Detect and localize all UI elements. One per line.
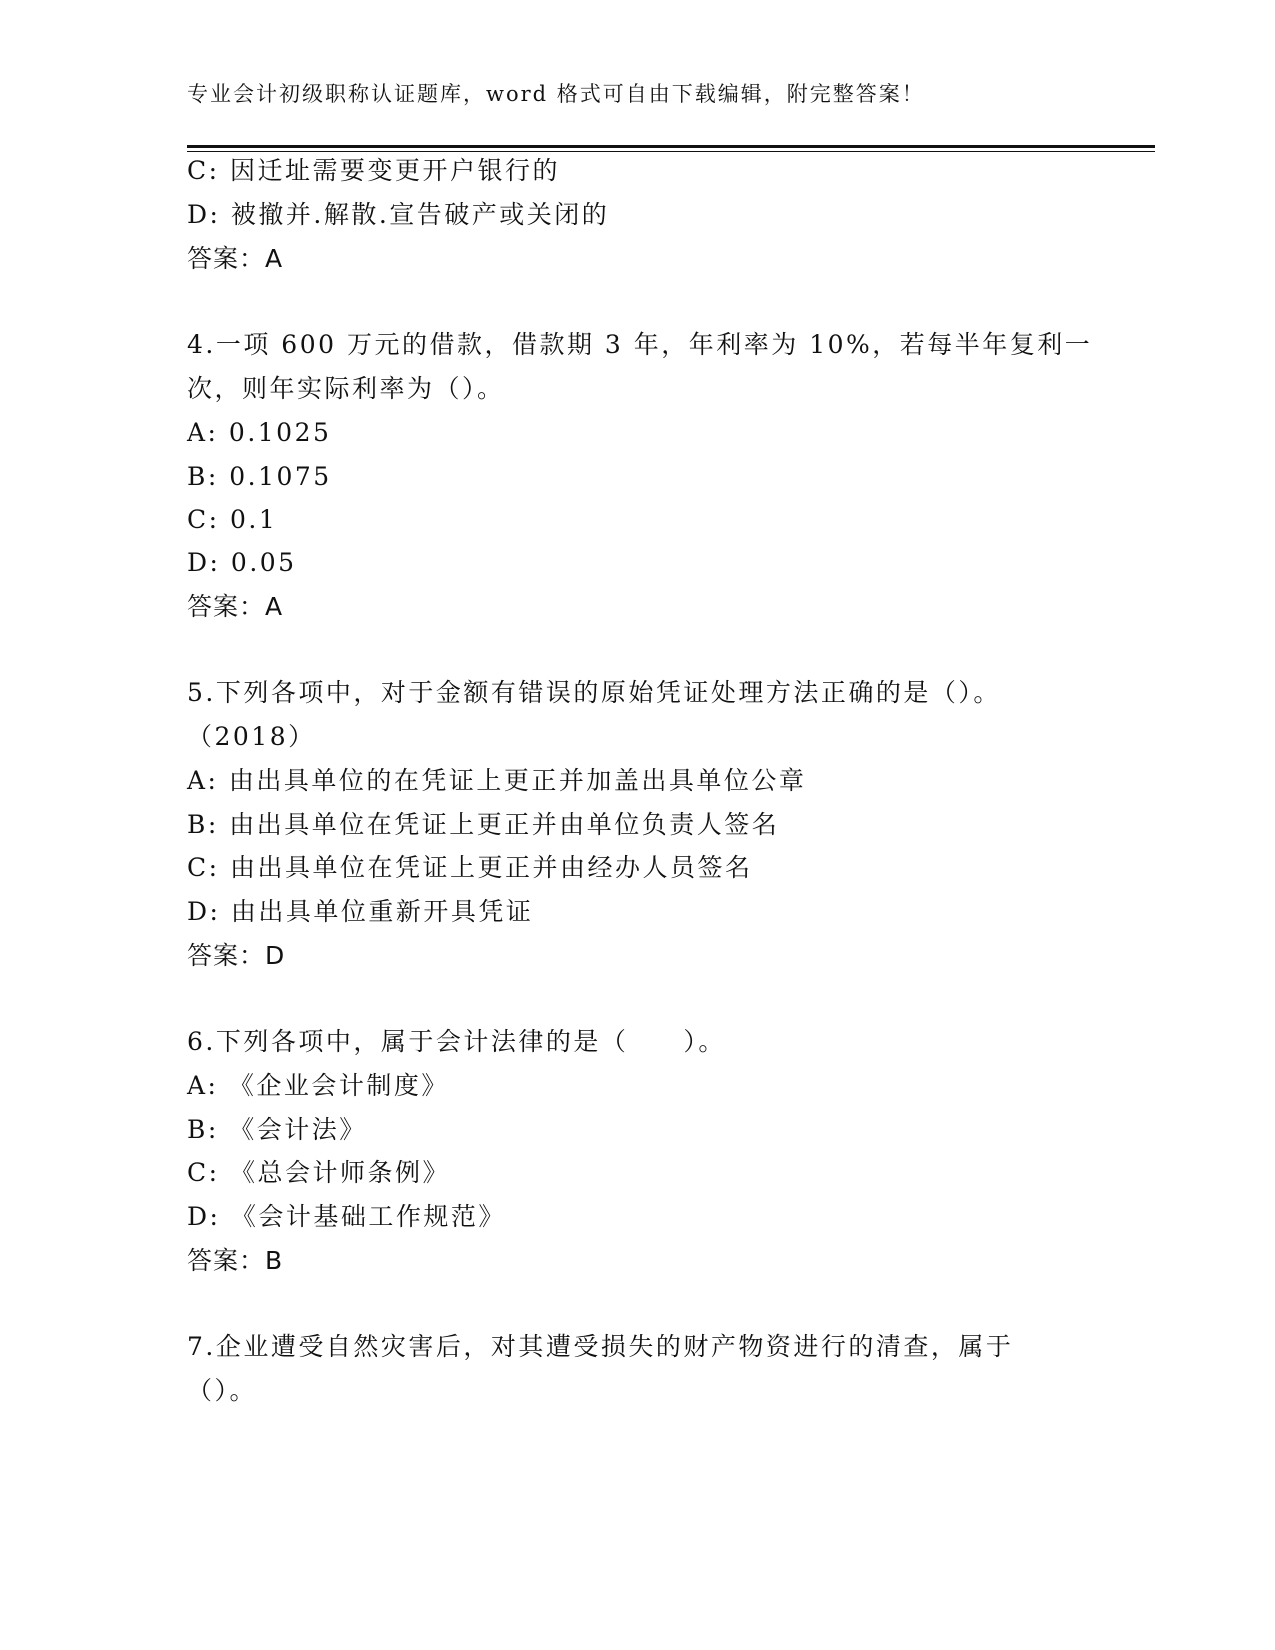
page-header: 专业会计初级职称认证题库，word 格式可自由下载编辑，附完整答案！ bbox=[187, 82, 925, 106]
header-divider-thin bbox=[187, 151, 1155, 152]
q6-option-c: C: 《总会计师条例》 bbox=[187, 1158, 450, 1187]
q6-option-b: B: 《会计法》 bbox=[187, 1115, 367, 1144]
q5-stem-line1: 5.下列各项中，对于金额有错误的原始凭证处理方法正确的是（）。 bbox=[187, 678, 1001, 707]
q4-option-b: B: 0.1075 bbox=[187, 462, 332, 491]
q4-option-c: C: 0.1 bbox=[187, 505, 278, 534]
q5-option-d: D: 由出具单位重新开具凭证 bbox=[187, 897, 534, 926]
q4-stem-line2: 次，则年实际利率为（）。 bbox=[187, 374, 505, 403]
q6-option-d: D: 《会计基础工作规范》 bbox=[187, 1202, 506, 1231]
q5-option-c: C: 由出具单位在凭证上更正并由经办人员签名 bbox=[187, 853, 753, 882]
q5-option-a: A: 由出具单位的在凭证上更正并加盖出具单位公章 bbox=[187, 766, 807, 795]
q3-answer: 答案：A bbox=[187, 244, 284, 273]
q6-stem-line1: 6.下列各项中，属于会计法律的是（ ）。 bbox=[187, 1027, 726, 1056]
q4-option-a: A: 0.1025 bbox=[187, 418, 332, 447]
q4-answer: 答案：A bbox=[187, 592, 284, 621]
q5-answer: 答案：D bbox=[187, 941, 286, 970]
q7-stem-line2: （）。 bbox=[187, 1376, 258, 1405]
q6-option-a: A: 《企业会计制度》 bbox=[187, 1071, 449, 1100]
q5-stem-line2: （2018） bbox=[187, 722, 316, 751]
q4-stem-line1: 4.一项 600 万元的借款，借款期 3 年，年利率为 10%，若每半年复利一 bbox=[187, 330, 1093, 359]
q3-option-d: D: 被撤并.解散.宣告破产或关闭的 bbox=[187, 200, 610, 229]
header-divider-thick bbox=[187, 145, 1155, 148]
q4-option-d: D: 0.05 bbox=[187, 548, 297, 577]
q6-answer: 答案：B bbox=[187, 1246, 284, 1275]
q5-option-b: B: 由出具单位在凭证上更正并由单位负责人签名 bbox=[187, 810, 780, 839]
q3-option-c: C: 因迁址需要变更开户银行的 bbox=[187, 156, 560, 185]
q7-stem-line1: 7.企业遭受自然灾害后，对其遭受损失的财产物资进行的清查，属于 bbox=[187, 1332, 1014, 1361]
